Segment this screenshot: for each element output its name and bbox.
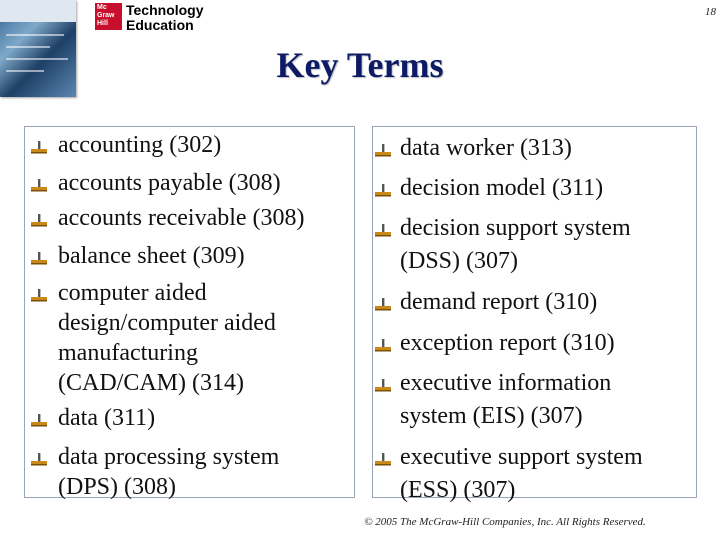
term-text: manufacturing: [58, 340, 198, 366]
brand-name: [126, 3, 204, 33]
bullet-icon: [30, 140, 48, 156]
term-text: (ESS) (307): [400, 477, 516, 503]
logo-line: Graw: [97, 12, 115, 19]
term-text: decision support system: [400, 215, 631, 241]
term-text: accounting (302): [58, 132, 222, 158]
bullet-icon: [30, 288, 48, 304]
bullet-icon: [374, 297, 392, 313]
book-cover-band: [0, 0, 76, 22]
page-title: Key Terms: [276, 45, 444, 85]
slide-number: 18: [705, 6, 716, 18]
term-text: accounts receivable (308): [58, 205, 305, 231]
bullet-icon: [30, 178, 48, 194]
logo-line: Hill: [97, 20, 108, 27]
term-text: (CAD/CAM) (314): [58, 370, 244, 396]
copyright-footer: © 2005 The McGraw-Hill Companies, Inc. All Rights Reserved.: [364, 516, 646, 528]
term-text: data processing system: [58, 444, 280, 470]
bullet-icon: [374, 143, 392, 159]
term-text: executive information: [400, 370, 612, 396]
bullet-icon: [374, 183, 392, 199]
term-text: (DSS) (307): [400, 248, 518, 274]
term-text: (DPS) (308): [58, 474, 176, 500]
mcgraw-hill-logo: [95, 3, 122, 30]
term-text: system (EIS) (307): [400, 403, 583, 429]
book-cover-stripe: [6, 34, 64, 36]
bullet-icon: [30, 213, 48, 229]
bullet-icon: [30, 452, 48, 468]
term-text: data (311): [58, 405, 156, 431]
term-text: decision model (311): [400, 175, 604, 201]
bullet-icon: [374, 338, 392, 354]
term-text: balance sheet (309): [58, 243, 245, 269]
bullet-icon: [30, 413, 48, 429]
term-text: data worker (313): [400, 135, 572, 161]
bullet-icon: [30, 251, 48, 267]
logo-line: Mc: [97, 4, 107, 11]
term-text: executive support system: [400, 444, 643, 470]
brand-line-2: Education: [126, 17, 194, 33]
term-text: exception report (310): [400, 330, 615, 356]
bullet-icon: [374, 223, 392, 239]
bullet-icon: [374, 378, 392, 394]
brand-line-1: Technology: [126, 2, 204, 18]
term-text: accounts payable (308): [58, 170, 281, 196]
term-text: demand report (310): [400, 289, 598, 315]
term-text: design/computer aided: [58, 310, 276, 336]
term-text: computer aided: [58, 280, 207, 306]
bullet-icon: [374, 452, 392, 468]
